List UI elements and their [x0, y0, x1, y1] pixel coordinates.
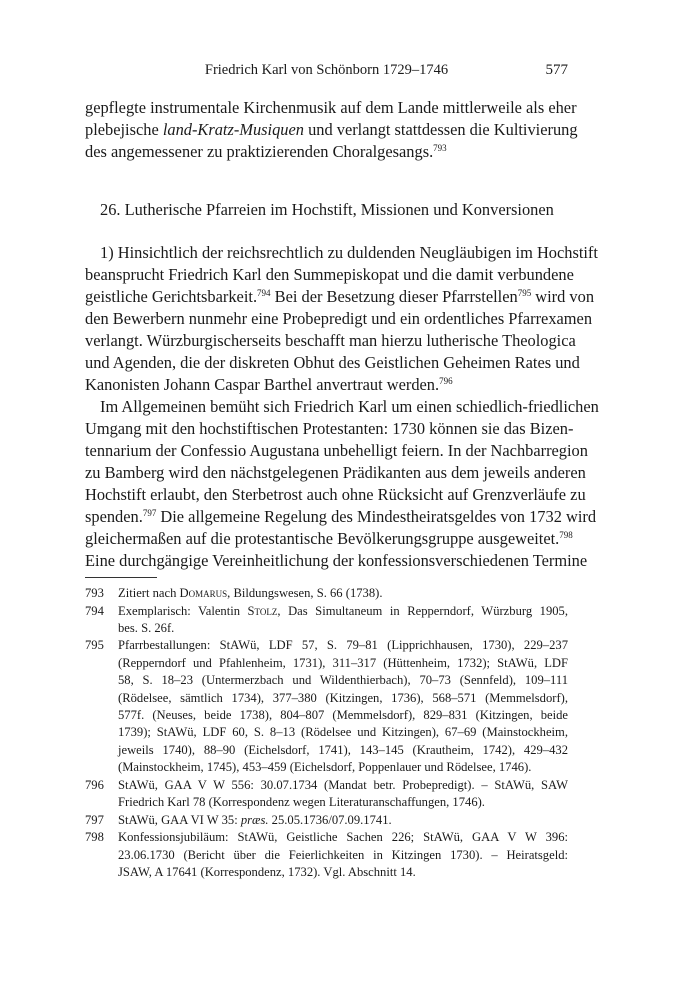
- body-line: Umgang mit den hochstiftischen Protestanten: 1730 können sie das Bizen-: [85, 419, 574, 438]
- body-line: verlangt. Würzburgischerseits beschafft man hierzu lutherische Theologica: [85, 331, 576, 350]
- footnote-ref[interactable]: 795: [517, 288, 532, 298]
- running-header: [85, 62, 568, 82]
- footnote-line: (Mainstockheim, 1745), 453–459 (Eichelsdorf, Poppenlauer und Rödelsee, 1746).: [118, 760, 532, 774]
- footnote-number: 793: [85, 586, 104, 600]
- footnote-line: (Rödelsee, sämtlich 1734), 377–380 (Kitzingen, 1736), 568–571 (Memmelsdorf),: [118, 691, 568, 705]
- footnote-number: 797: [85, 813, 104, 827]
- footnote-number: 794: [85, 604, 104, 618]
- body-line: gepflegte instrumentale Kirchenmusik auf dem Lande mittlerweile als eher: [85, 98, 577, 117]
- footnote-divider: [85, 577, 157, 578]
- footnote-line: 1739); StAWü, LDF 60, S. 8–13 (Rödelsee und Kitzingen), 67–69 (Mainstockheim,: [118, 725, 568, 739]
- footnote-ref[interactable]: 796: [439, 376, 453, 386]
- footnote-line: bes. S. 26f.: [118, 621, 175, 635]
- footnote-line: Friedrich Karl 78 (Korrespondenz wegen Literaturanschaffungen, 1746).: [118, 795, 485, 809]
- footnote-line: JSAW, A 17641 (Korrespondenz, 1732). Vgl. Abschnitt 14.: [118, 865, 416, 879]
- body-line: gleichermaßen auf die protestantische Bevölkerungsgruppe ausgeweitet.$^{798}$: [85, 529, 573, 548]
- footnote-line: 577f. (Neuses, beide 1738), 804–807 (Memmelsdorf), 829–831 (Kitzingen, beide: [118, 708, 568, 722]
- footnote-number: 798: [85, 830, 104, 844]
- footnote-line: 23.06.1730 (Bericht über die Feierlichkeiten in Kitzingen 1730). – Heiratsgeld:: [118, 848, 568, 862]
- body-line: des angemessener zu praktizierenden Choralgesangs.$^{793}$: [85, 142, 447, 161]
- body-line: Eine durchgängige Vereinheitlichung der konfessionsverschiedenen Termine: [85, 551, 588, 570]
- body-line: beansprucht Friedrich Karl den Summepiskopat und die damit verbundene: [85, 265, 574, 284]
- section-heading: 26. Lutherische Pfarreien im Hochstift, Missionen und Konversionen: [100, 200, 554, 219]
- footnote-ref[interactable]: 794: [257, 288, 271, 298]
- footnote-line: jeweils 1740), 88–90 (Eichelsdorf, 1741), 143–145 (Krautheim, 1742), 429–432: [118, 743, 568, 757]
- body-line: Im Allgemeinen bemüht sich Friedrich Karl um einen schiedlich-friedlichen: [100, 397, 599, 416]
- book-page: Friedrich Karl von Schönborn 1729–1746 577 gepflegte instrumentale Kirchenmusik auf dem Lande mittlerweile als eher plebejische land-Kratz-Musiquen und verlangt stattdessen die Kultivierung des angemessener zu praktizierenden Choralgesangs.$^{793}$ 26. Lutherische Pfarreien im Hochstift, Missionen und Konversionen 1) Hinsichtlich der reichsrechtlich zu duldenden Neugläubigen im Hochstift beansprucht Friedrich Karl den Summepiskopat und die damit verbundene geistliche Gerichtsbarkeit.$^{794}$ Bei der Besetzung dieser Pfarrstellen$^{795}$ wird von den Bewerbern nunmehr eine Probepredigt und ein ordentliches Pfarrexamen verlangt. Würzburgischerseits beschafft man hierzu lutherische Theologica und Agenden, die der diskreten Obhut des Geistlichen Geheimen Rates und Kanonisten Johann Caspar Barthel anvertraut werden.$^{796}$ Im Allgemeinen bemüht sich Friedrich Karl um einen schiedlich-friedlichen Umgang mit den hochstiftischen Protestanten: 1730 können sie das Bizen- tennarium der Confessio Augustana unbehelligt feiern. In der Nachbarregion zu Bamberg wird den nächstgelegenen Prädikanten aus dem jeweils anderen Hochstift erlaubt, den Sterbetrost auch ohne Rücksicht auf Grenzverläufe zu spenden.$^{797}$ Die allgemeine Regelung des Mindestheiratsgeldes von 1732 wird gleichermaßen auf die protestantische Bevölkerungsgruppe ausgeweitet.$^{798}$ Eine durchgängige Vereinheitlichung der konfessionsverschiedenen Termine 793 Zitiert nach Domarus, Bildungswesen, S. 66 (1738). 794 Exemplarisch: Valentin Stolz, Das Simultaneum in Repperndorf, Würzburg 1905, bes. S. 26f. 795 Pfarrbestallungen: StAWü, LDF 57, S. 79–81 (Lipprichhausen, 1730), 229–237 (Repperndorf und Pfahlenheim, 1731), 311–317 (Hüttenheim, 1732); StAWü, LDF 58, S. 18–23 (Untermerzbach und Wildenthierbach), 70–73 (Sennfeld), 109–111 (Rödelsee, sämtlich 1734), 377–380 (Kitzingen, 1736), 568–571 (Memmelsdorf), 577f. (Neuses, beide 1738), 804–807 (Memmelsdorf), 829–831 (Kitzingen, beide 1739); StAWü, LDF 60, S. 8–13 (Rödelsee und Kitzingen), 67–69 (Mainstockheim, jeweils 1740), 88–90 (Eichelsdorf, 1741), 143–145 (Krautheim, 1742), 429–432 (Mainstockheim, 1745), 453–459 (Eichelsdorf, Poppenlauer und Rödelsee, 1746). 796 StAWü, GAA V W 556: 30.07.1734 (Mandat betr. Probepredigt). – StAWü, SAW Friedrich Karl 78 (Korrespondenz wegen Literaturanschaffungen, 1746). 797 StAWü, GAA VI W 35: præs. 25.05.1736/07.09.1741. 798 Konfessionsjubiläum: StAWü, Geistliche Sachen 226; StAWü, GAA V W 396: 23.06.1730 (Bericht über die Feierlichkeiten in Kitzingen 1730). – Heiratsgeld: JSAW, A 17641 (Korrespondenz, 1732). Vgl. Abschnitt 14.: [0, 0, 700, 988]
- body-line: zu Bamberg wird den nächstgelegenen Prädikanten aus dem jeweils anderen: [85, 463, 586, 482]
- footnote-number: 796: [85, 778, 104, 792]
- body-line: und Agenden, die der diskreten Obhut des Geistlichen Geheimen Rates und: [85, 353, 580, 372]
- footnote-line: 58, S. 18–23 (Untermerzbach und Wildenthierbach), 70–73 (Sennfeld), 109–111: [118, 673, 568, 687]
- body-line: den Bewerbern nunmehr eine Probepredigt und ein ordentliches Pfarrexamen: [85, 309, 593, 328]
- body-line: 1) Hinsichtlich der reichsrechtlich zu duldenden Neugläubigen im Hochstift: [100, 243, 598, 262]
- running-title: Friedrich Karl von Schönborn 1729–1746: [204, 62, 449, 78]
- footnote-ref[interactable]: 797: [142, 508, 157, 518]
- body-line: Kanonisten Johann Caspar Barthel anvertraut werden.$^{796}$: [85, 375, 453, 394]
- footnote-line: (Repperndorf und Pfahlenheim, 1731), 311–317 (Hüttenheim, 1732); StAWü, LDF: [118, 656, 568, 670]
- footnote-ref[interactable]: 793: [433, 143, 447, 153]
- body-line: plebejische land-Kratz-Musiquen und verlangt stattdessen die Kultivierung: [85, 120, 578, 139]
- body-line: tennarium der Confessio Augustana unbehelligt feiern. In der Nachbarregion: [85, 441, 588, 460]
- page-number: 577: [545, 62, 568, 78]
- body-line: Hochstift erlaubt, den Sterbetrost auch ohne Rücksicht auf Grenzverläufe zu: [85, 485, 586, 504]
- footnote-ref[interactable]: 798: [559, 530, 573, 540]
- body-line: spenden.$^{797}$ Die allgemeine Regelung des Mindestheiratsgeldes von 1732 wird: [85, 507, 597, 526]
- emphasis: land-Kratz-Musiquen: [162, 120, 304, 139]
- footnote-number: 795: [85, 638, 104, 652]
- body-line: geistliche Gerichtsbarkeit.$^{794}$ Bei der Besetzung dieser Pfarrstellen$^{795}$ wird von: [85, 287, 595, 306]
